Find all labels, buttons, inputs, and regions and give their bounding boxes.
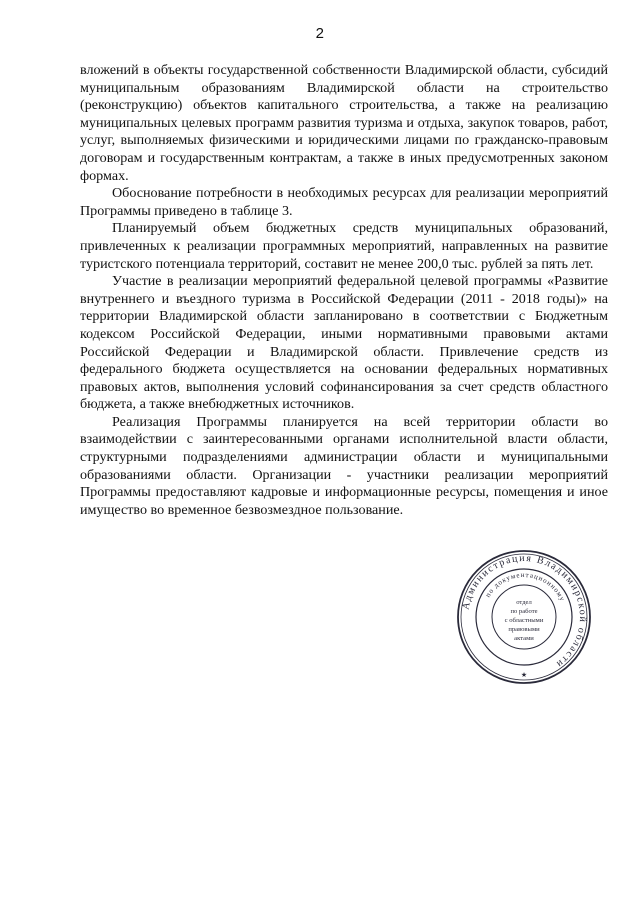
paragraph-1: вложений в объекты государственной собственности Владимирской области, субсидий муниципальным образованиям Владимирской области на строительство (реконструкцию) объектов капитального строительства, а также на реализацию муниципальных целевых программ развития туризма и отдыха, закупок товаров, работ, услуг, выполняемых физическими и юридическими лицами по гражданско-правовым договорам и государственным контрактам, а также в иных предусмотренных законом формах. [80, 62, 608, 184]
stamp-outer-textpath: Администрация Владимирской области [460, 552, 589, 671]
stamp-star-icon: ★ [520, 671, 528, 679]
stamp-seal [455, 548, 593, 686]
document-body [80, 62, 608, 519]
stamp-center-line-2: по работе [510, 608, 538, 615]
stamp-inner-textpath: по документационному [483, 570, 567, 603]
stamp-center-line-1: отдел [516, 599, 532, 606]
paragraph-2: Обоснование потребности в необходимых ресурсах для реализации мероприятий Программы приведено в таблице 3. [80, 185, 608, 219]
paragraph-4: Участие в реализации мероприятий федеральной целевой программы «Развитие внутреннего и въездного туризма в Российской Федерации (2011 - 2018 годы)» на территории Владимирской области запланировано в соответствии с Бюджетным кодексом Российской Федерации, иными нормативными правовыми актами Российской Федерации и Владимирской области. Привлечение средств из федерального бюджета осуществляется на основании федеральных нормативных правовых актов, выполнения условий софинансирования за счет средств областного бюджета, а также внебюджетных источников. [80, 273, 608, 413]
page-number: 2 [315, 25, 325, 42]
stamp-center-line-5: актами [514, 635, 534, 642]
stamp-center-line-4: правовыми [508, 626, 540, 633]
stamp-center-line-3: с областными [504, 617, 544, 624]
official-stamp [455, 548, 593, 686]
paragraph-3: Планируемый объем бюджетных средств муниципальных образований, привлеченных к реализации программных мероприятий, направленных на развитие туристского потенциала территорий, составит не менее 200,0 тыс. рублей за пять лет. [80, 220, 608, 272]
paragraph-5: Реализация Программы планируется на всей территории области во взаимодействии с заинтересованными органами исполнительной власти области, структурными подразделениями администрации области и муниципальными образованиями области. Организации - участники реализации мероприятий Программы предоставляют кадровые и информационные ресурсы, помещения и иное имущество во временное безвозмездное пользование. [80, 413, 608, 518]
